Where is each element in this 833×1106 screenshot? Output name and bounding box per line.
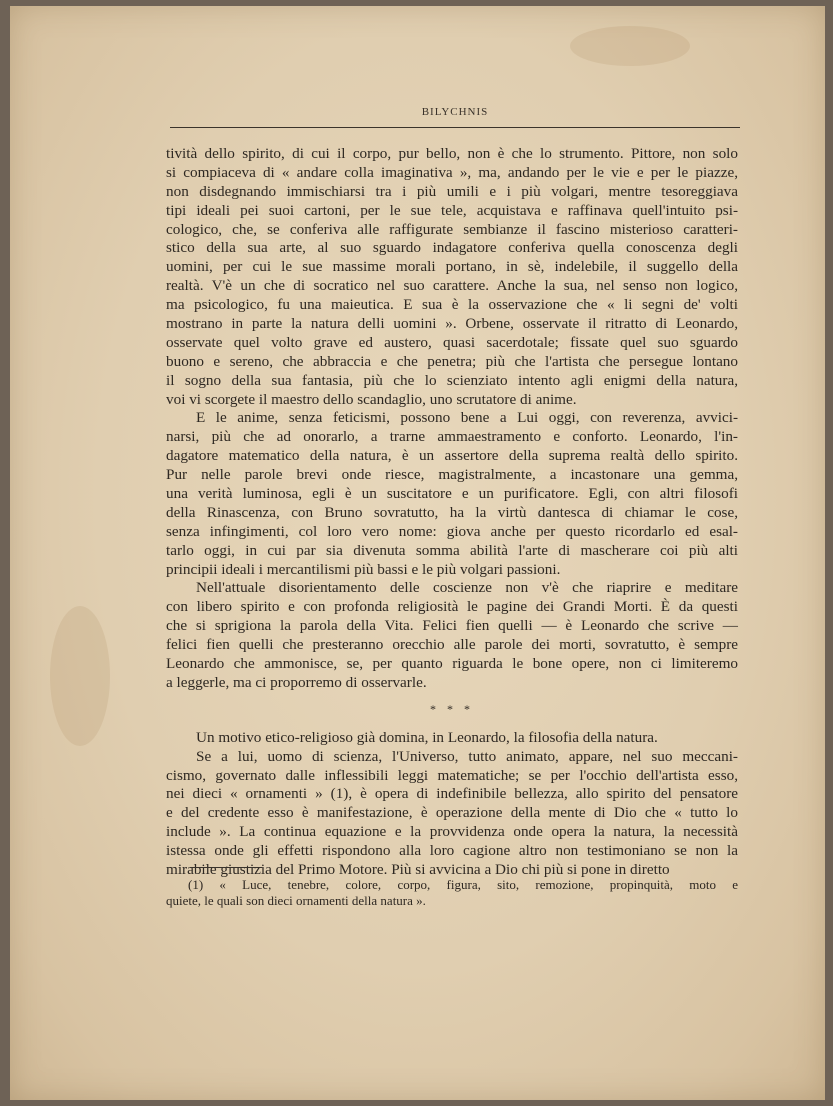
text-line: stico della sua arte, al suo sguardo indagatore conferiva quella conoscenza degli <box>166 239 738 257</box>
text-line: senza infingimenti, col loro vero nome: giova anche per questo ricordarlo ed esal- <box>166 522 738 540</box>
text-line: Nell'attuale disorientamento delle coscienze non v'è che riaprire e meditare <box>196 579 738 597</box>
text-line: dagatore matematico della natura, è un assertore della suprema realtà dello spirito. <box>166 447 738 465</box>
text-line: ma psicologico, fu una maieutica. E sua è la osservazione che « li segni de' volti <box>166 296 738 314</box>
text-line: mostrano in parte la natura delli uomini ». Orbene, osservate il ritratto di Leonardo, <box>166 315 738 333</box>
text-line: include ». La continua equazione e la provvidenza onde opera la natura, la necessità <box>166 823 738 841</box>
text-line: E le anime, senza feticismi, possono bene a Lui oggi, con reverenza, avvici- <box>196 409 738 427</box>
text-block <box>166 729 738 880</box>
text-line: mirabile giustizia del Primo Motore. Più si avvicina a Dio chi più si pone in diretto <box>166 860 670 878</box>
text-line: osservate quel volto grave ed austero, quasi sacerdotale; fissate quel suo sguardo <box>166 333 738 351</box>
text-line: nei dieci « ornamenti » (1), è opera di indefinibile bellezza, allo spirito del pensatore <box>166 785 738 803</box>
text-line: Leonardo che ammonisce, se, per quanto riguarda le bone opere, non ci limiteremo <box>166 655 738 673</box>
text-line: realtà. V'è un che di socratico nel suo carattere. Anche la sua, nel senso non logico, <box>166 277 738 295</box>
text-line: voi vi scorgete il maestro dello scandaglio, uno scrutatore di anime. <box>166 390 577 408</box>
text-block <box>166 145 738 693</box>
text-line: Un motivo etico-religioso già domina, in Leonardo, la filosofia della natura. <box>196 728 658 746</box>
footnote-rule <box>190 867 262 868</box>
text-line: felici fien quelli che presteranno orecchio alle parole dei morti, sovratutto, è sempre <box>166 636 738 654</box>
text-line: e del credente esso è manifestazione, è operazione della mente di Dio che « tutto lo <box>166 804 738 822</box>
text-line: buono e sereno, che abbraccia e che penetra; più che l'artista che persegue lontano <box>166 352 738 370</box>
text-line: della Rinascenza, con Bruno sovratutto, ha la virtù dantesca di chiamar le cose, <box>166 503 738 521</box>
section-separator: * * * <box>430 701 474 716</box>
text-line: principii ideali i mercantilismi più bassi e le più volgari passioni. <box>166 560 561 578</box>
text-line: cismo, governato dalle inflessibili leggi matematiche; se per l'occhio dell'artista esso, <box>166 766 738 784</box>
text-line: una verità luminosa, egli è un suscitatore e un purificatore. Egli, con altri filosofi <box>166 485 738 503</box>
header-rule <box>170 127 740 128</box>
running-header: BILYCHNIS <box>421 106 489 118</box>
text-line: non disdegnando immischiarsi tra i più umili e i più volgari, mentre tesoreggiava <box>166 182 738 200</box>
text-line: tipi ideali pei suoi cartoni, per le sue tele, acquistava e raffinava quell'intuito psi- <box>166 201 738 219</box>
text-line: narsi, più che ad onorarlo, a trarne ammaestramento e conforto. Leonardo, l'in- <box>166 428 738 446</box>
text-line: istessa onde gli effetti rispondono alla loro cagione altro non testimoniano se non la <box>166 842 738 860</box>
text-line: uomini, per cui le sue massime morali portano, in sè, indelebile, il suggello della <box>166 258 738 276</box>
footnote-line: (1) « Luce, tenebre, colore, corpo, figura, sito, remozione, propinquità, moto e <box>188 877 738 892</box>
paper-stain <box>50 606 110 746</box>
text-line: che si sprigiona la parola della Vita. Felici fien quelli — è Leonardo che scrive — <box>166 617 738 635</box>
footnote-line: quiete, le quali son dieci ornamenti della natura ». <box>166 893 426 908</box>
text-line: con libero spirito e con profonda religiosità le pagine dei Grandi Morti. È da questi <box>166 598 738 616</box>
text-line: cologico, che, se conferiva alle raffigurate sembianze il fascino misterioso caratteri- <box>166 220 738 238</box>
text-line: il sogno della sua fantasia, più che lo scienziato intento agli enigmi della natura, <box>166 371 738 389</box>
text-line: Pur nelle parole brevi onde riesce, magistralmente, a incastonare una gemma, <box>166 466 738 484</box>
text-line: a leggerle, ma ci proporremo di osservarle. <box>166 673 427 691</box>
footnote <box>166 877 738 909</box>
text-line: tarlo oggi, in cui par sia divenuta somma abilità l'arte di mascherare coi più alti <box>166 541 738 559</box>
paper-stain <box>570 26 690 66</box>
text-line: si compiaceva di « andare colla imaginativa », ma, andando per le vie e per le piazze, <box>166 163 738 181</box>
main-text <box>166 145 738 880</box>
text-line: Se a lui, uomo di scienza, l'Universo, tutto animato, appare, nel suo meccani- <box>196 747 738 765</box>
text-line: tività dello spirito, di cui il corpo, pur bello, non è che lo strumento. Pittore, non solo <box>166 145 738 162</box>
